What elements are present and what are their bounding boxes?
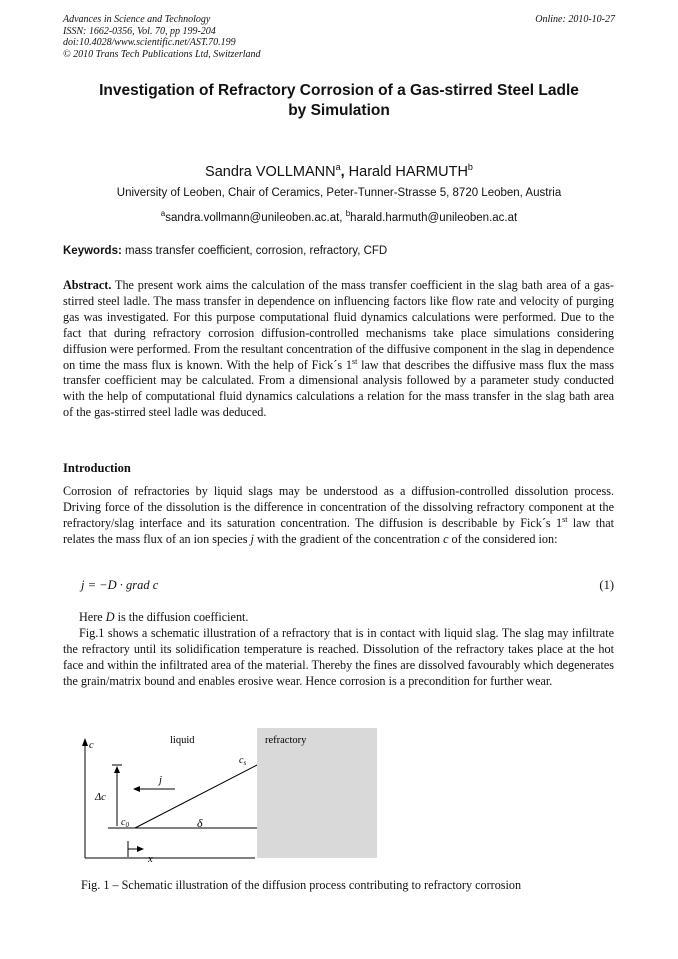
intro-paragraph-2 bbox=[63, 610, 614, 626]
label-c0-sub: 0 bbox=[125, 821, 129, 829]
doi: doi:10.4028/www.scientific.net/AST.70.199 bbox=[63, 37, 236, 48]
author-1: Sandra VOLLMANN bbox=[205, 163, 336, 180]
intro-p1-sup: st bbox=[562, 514, 568, 524]
issn: ISSN: 1662-0356, Vol. 70, pp 199-204 bbox=[63, 25, 216, 37]
intro-p2-text-a: Here bbox=[79, 610, 106, 624]
paper-title bbox=[63, 81, 615, 121]
authors bbox=[63, 158, 615, 181]
y-axis-arrowhead bbox=[82, 738, 88, 746]
affiliation: University of Leoben, Chair of Ceramics, Peter-Tunner-Strasse 5, 8720 Leoben, Austria bbox=[116, 187, 562, 199]
intro-paragraph-3: Fig.1 shows a schematic illustration of a refractory that is in contact with liquid slag. The slag may infiltrate the refractory until its solidification temperature is reached. Dissolution of the refractory takes place at the hot face and within the infiltrated area of the material. Thereby the fines are dissolved favourably which degenerates the grain/matrix bound and enables erosive wear. Hence corrosion is a precondition for further wear. bbox=[63, 626, 614, 688]
intro-p2-text-b: is the diffusion coefficient. bbox=[114, 610, 249, 624]
label-cs-main: c bbox=[239, 755, 244, 766]
author-2-affil-mark: b bbox=[467, 162, 473, 172]
concentration-gradient-line bbox=[135, 765, 257, 828]
label-cs-sub: s bbox=[243, 759, 247, 767]
emails bbox=[63, 207, 615, 225]
label-c0-main: c bbox=[121, 817, 126, 828]
label-cs bbox=[239, 755, 246, 767]
intro-paragraph-1 bbox=[63, 484, 614, 548]
label-j: j bbox=[159, 775, 162, 786]
figure-1-caption: Fig. 1 – Schematic illustration of the diffusion process contributing to refractory corrosion bbox=[81, 878, 522, 892]
refractory-block bbox=[257, 728, 377, 858]
title-line-2: by Simulation bbox=[288, 102, 390, 119]
journal-name: Advances in Science and Technology bbox=[63, 14, 211, 25]
label-delta-c: Δc bbox=[95, 792, 106, 803]
intro-p1-text-d: of the considered ion: bbox=[448, 531, 558, 546]
intro-p1-text-c: with the gradient of the concentration bbox=[253, 531, 444, 546]
abstract-text-1: The present work aims the calculation of the mass transfer coefficient in the slag bath area of a gas-stirred steel ladle. The mass transfer in dependence on influencing factors like flow rate and velocity of purging gas was investigated. For this purpose computational fluid dynamics calculations were performed. Due to the fact that during refractory corrosion diffusion-controlled mechanisms take place simulations considering diffusion were performed. From the resultant concentration of the diffusive component in the slag in dependence on time the mass flux is known. With the help of Fick´s 1 bbox=[63, 278, 614, 372]
email-b[interactable]: harald.harmuth@unileoben.ac.at bbox=[350, 211, 518, 224]
equation-number: (1) bbox=[599, 578, 614, 592]
keywords bbox=[63, 244, 615, 258]
title-line-1: Investigation of Refractory Corrosion of a Gas-stirred Steel Ladle bbox=[99, 82, 579, 99]
email-b-mark: b bbox=[345, 209, 351, 218]
journal-info bbox=[63, 14, 261, 60]
label-delta: δ bbox=[197, 816, 203, 830]
intro-p1-var-j: j bbox=[250, 531, 254, 546]
abstract-text-2: law that describes the diffusive mass flux the mass transfer coefficient may be calculated. From a dimensional analysis followed by a parameter study conducted with the help of computational fluid dynamics calculations a relation for the mass transfer in the slag bath area of the gas-stirred steel ladle was deduced. bbox=[63, 357, 614, 420]
label-x: x bbox=[148, 854, 153, 865]
delta-c-arrowhead bbox=[114, 766, 120, 773]
email-a[interactable]: sandra.vollmann@unileoben.ac.at, bbox=[165, 211, 343, 224]
intro-p1-text-a: Corrosion of refractories by liquid slags may be understood as a diffusion-controlled dissolution process. Driving force of the dissolution is the difference in concentration of the dissolving refractory component at the refractory/slag interface and its saturation concentration. The diffusion is describable by Fick´s 1 bbox=[63, 484, 614, 530]
copyright: © 2010 Trans Tech Publications Ltd, Switzerland bbox=[63, 48, 261, 60]
abstract-label: Abstract. bbox=[63, 278, 112, 292]
flux-arrowhead bbox=[133, 786, 140, 792]
label-liquid: liquid bbox=[170, 735, 195, 746]
equation-1: j = −D · grad c bbox=[81, 578, 159, 592]
introduction-heading: Introduction bbox=[63, 461, 131, 475]
online-date: Online: 2010-10-27 bbox=[535, 14, 615, 25]
label-c: c bbox=[89, 740, 94, 751]
author-separator: , bbox=[340, 163, 345, 180]
diffusion-diagram bbox=[70, 725, 390, 870]
intro-p1-var-c: c bbox=[443, 531, 449, 546]
figure-1 bbox=[70, 725, 390, 875]
label-refractory: refractory bbox=[265, 735, 307, 746]
intro-p1-text-b: law that relates the mass flux of an ion species bbox=[63, 515, 614, 546]
author-2: Harald HARMUTH bbox=[344, 163, 468, 180]
intro-p2-var-D: D bbox=[105, 610, 115, 624]
label-c0 bbox=[121, 817, 129, 829]
keywords-label: Keywords: bbox=[63, 245, 122, 257]
abstract bbox=[63, 278, 614, 421]
author-1-affil-mark: a bbox=[335, 162, 341, 172]
abstract-sup: st bbox=[351, 356, 358, 366]
keywords-text: mass transfer coefficient, corrosion, refractory, CFD bbox=[121, 245, 388, 257]
email-a-mark: a bbox=[160, 209, 166, 218]
x-marker-arrowhead bbox=[137, 846, 144, 852]
